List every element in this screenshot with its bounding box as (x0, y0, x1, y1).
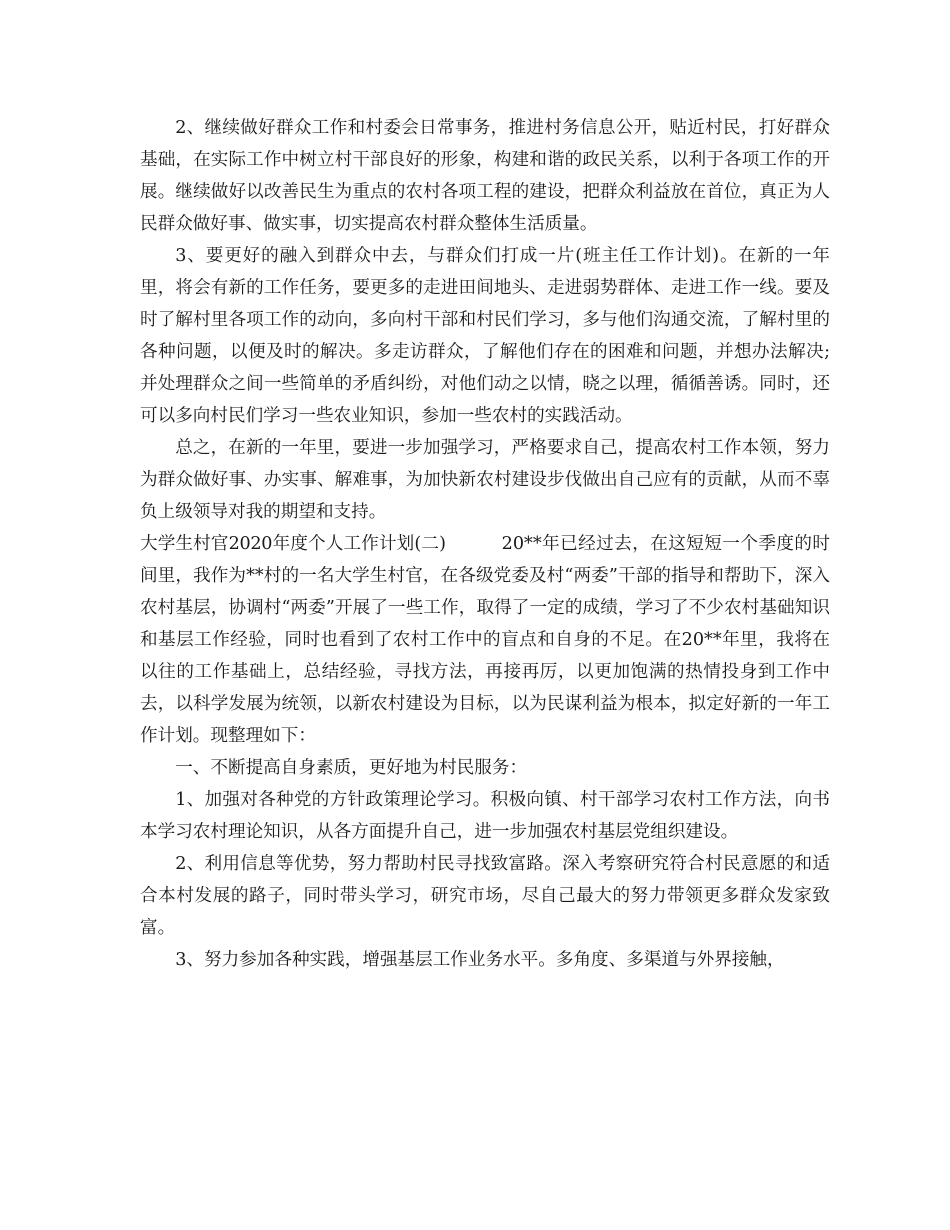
section-body: 20**年已经过去，在这短短一个季度的时间里，我作为**村的一名大学生村官，在各级党委及村“两委”干部的指导和帮助下，深入农村基层，协调村“两委”开展了一些工作，取得了一定的成绩，学习了不少农村基础知识和基层工作经验，同时也看到了农村工作中的盲点和自身的不足。在20**年里，我将在以往的工作基础上，总结经验，寻找方法，再接再厉，以更加饱满的热情投身到工作中去，以科学发展为统领，以新农村建设为目标，以为民谋利益为根本，拟定好新的一年工作计划。现整理如下： (140, 534, 830, 746)
section-title: 大学生村官2020年度个人工作计划(二) (140, 534, 446, 554)
paragraph-item-3: 3、要更好的融入到群众中去，与群众们打成一片(班主任工作计划)。在新的一年里，将会有新的工作任务，要更多的走进田间地头、走进弱势群体、走进工作一线。要及时了解村里各项工作的动向，多向村干部和村民们学习，多与他们沟通交流，了解村里的各种问题，以便及时的解决。多走访群众，了解他们存在的困难和问题，并想办法解决;并处理群众之间一些简单的矛盾纠纷，对他们动之以情，晓之以理，循循善诱。同时，还可以多向村民们学习一些农业知识，参加一些农村的实践活动。 (140, 246, 830, 426)
document-page (140, 112, 830, 976)
paragraph-point-1: 1、加强对各种党的方针政策理论学习。积极向镇、村干部学习农村工作方法，向书本学习农村理论知识，从各方面提升自己，进一步加强农村基层党组织建设。 (140, 790, 830, 842)
paragraph-heading-1: 一、不断提高自身素质，更好地为村民服务： (175, 758, 528, 778)
paragraph-item-2: 2、继续做好群众工作和村委会日常事务，推进村务信息公开，贴近村民，打好群众基础，在实际工作中树立村干部良好的形象，构建和谐的政民关系，以利于各项工作的开展。继续做好以改善民生为重点的农村各项工程的建设，把群众利益放在首位，真正为人民群众做好事、做实事，切实提高农村群众整体生活质量。 (140, 118, 830, 234)
section-paragraph (140, 528, 830, 752)
paragraph-summary: 总之，在新的一年里，要进一步加强学习，严格要求自己，提高农村工作本领，努力为群众做好事、办实事、解难事，为加快新农村建设步伐做出自己应有的贡献，从而不辜负上级领导对我的期望和支持。 (140, 438, 830, 522)
paragraph-point-3: 3、努力参加各种实践，增强基层工作业务水平。多角度、多渠道与外界接触， (175, 950, 785, 970)
paragraph-point-2: 2、利用信息等优势，努力帮助村民寻找致富路。深入考察研究符合村民意愿的和适合本村发展的路子，同时带头学习，研究市场，尽自己最大的努力带领更多群众发家致富。 (140, 854, 830, 938)
